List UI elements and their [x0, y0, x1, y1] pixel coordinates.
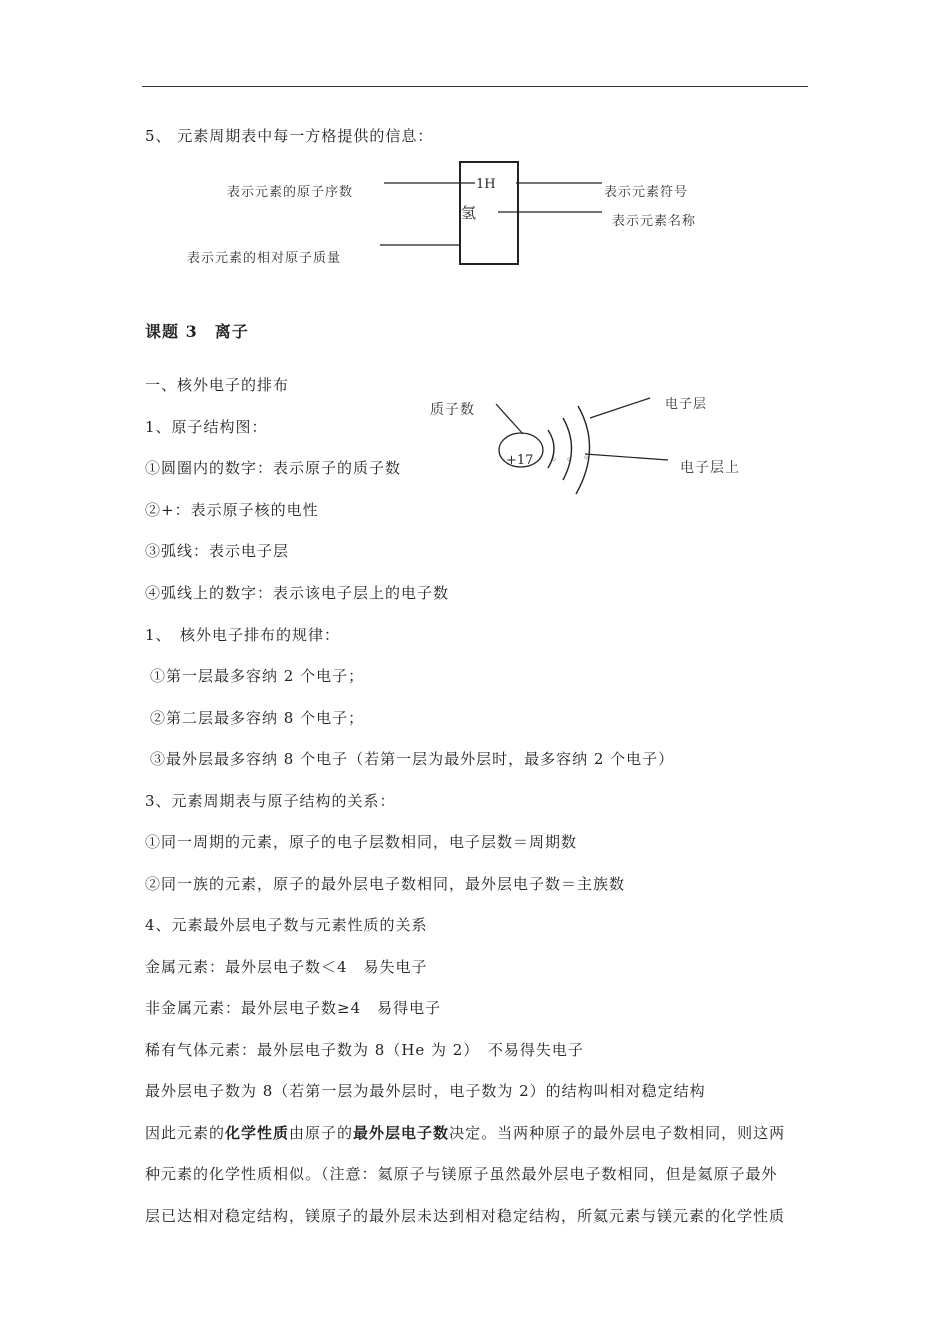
label-element-name: 表示元素名称 [612, 214, 697, 229]
paragraph-line-2: 种元素的化学性质相似。（注意：氦原子与镁原子虽然最外层电子数相同，但是氦原子最外 [145, 1165, 778, 1183]
cell-name-text: 氢 [461, 204, 477, 222]
para1-c: 由原子的 [289, 1124, 354, 1142]
rule3: ③最外层最多容纳 8 个电子（若第一层为最外层时，最多容纳 2 个电子） [150, 750, 675, 768]
sec3-b: ②同一族的元素，原子的最外层电子数相同，最外层电子数＝主族数 [145, 875, 626, 893]
rule2: ②第二层最多容纳 8 个电子； [150, 709, 365, 727]
sec3-title: 3、元素周期表与原子结构的关系： [145, 792, 396, 810]
cell-symbol-text: 1H [476, 177, 496, 192]
nonmetal-line: 非金属元素：最外层电子数≥4 易得电子 [145, 999, 442, 1017]
on-shell-pointer [585, 454, 668, 460]
para1-e: 决定。当两种原子的最外层电子数相同，则这两 [449, 1124, 786, 1142]
stable-line: 最外层电子数为 8（若第一层为最外层时，电子数为 2）的结构叫相对稳定结构 [145, 1082, 706, 1100]
atom-structure-diagram [420, 388, 780, 508]
paragraph-line-3: 层已达相对稳定结构，镁原子的最外层未达到相对稳定结构，所氦元素与镁元素的化学性质 [145, 1207, 786, 1225]
sec4-title: 4、元素最外层电子数与元素性质的关系 [145, 916, 428, 934]
shell-arc-2 [563, 418, 572, 480]
shell-arc-3 [576, 406, 590, 494]
point1: ①圆圈内的数字：表示原子的质子数 [145, 459, 402, 477]
sec3-a: ①同一周期的元素，原子的电子层数相同，电子层数＝周期数 [145, 833, 578, 851]
para1-bold-chem: 化学性质 [225, 1124, 290, 1142]
rule1: ①第一层最多容纳 2 个电子； [150, 667, 365, 685]
label-atomic-number: 表示元素的原子序数 [227, 185, 354, 200]
protons-pointer [496, 404, 523, 434]
noble-line: 稀有气体元素：最外层电子数为 8（He 为 2） 不易得失电子 [145, 1041, 584, 1059]
paragraph-line-1 [145, 1123, 810, 1143]
header-rule [142, 86, 808, 87]
shell-dot-2: ◦ [566, 455, 572, 466]
para1-bold-outer: 最外层电子数 [353, 1124, 450, 1142]
label-protons: 质子数 [430, 402, 475, 418]
section5-title: 5、 元素周期表中每一方格提供的信息： [145, 127, 434, 145]
lesson-title: 课题 3 离子 [145, 322, 249, 341]
point4: ④弧线上的数字：表示该电子层上的电子数 [145, 584, 450, 602]
label-shell: 电子层 [665, 397, 708, 412]
shell-dot-1: ◦ [551, 455, 557, 466]
para1-a: 因此元素的 [145, 1124, 226, 1142]
metal-line: 金属元素：最外层电子数＜4 易失电子 [145, 958, 428, 976]
label-symbol: 表示元素符号 [604, 185, 689, 200]
point2: ②+：表示原子核的电性 [145, 501, 319, 519]
shell-pointer [590, 398, 650, 418]
periodic-cell-diagram [180, 155, 740, 275]
point3: ③弧线：表示电子层 [145, 542, 290, 560]
shell-dot-3: ◦ [583, 453, 589, 464]
sub1: 一、核外电子的排布 [145, 376, 290, 394]
label-mass: 表示元素的相对原子质量 [187, 251, 342, 266]
nucleus-text: +17 [506, 453, 534, 468]
rules-title: 1、 核外电子排布的规律： [145, 626, 341, 644]
label-on-shell: 电子层上 [680, 460, 740, 476]
item1: 1、原子结构图： [145, 418, 268, 436]
